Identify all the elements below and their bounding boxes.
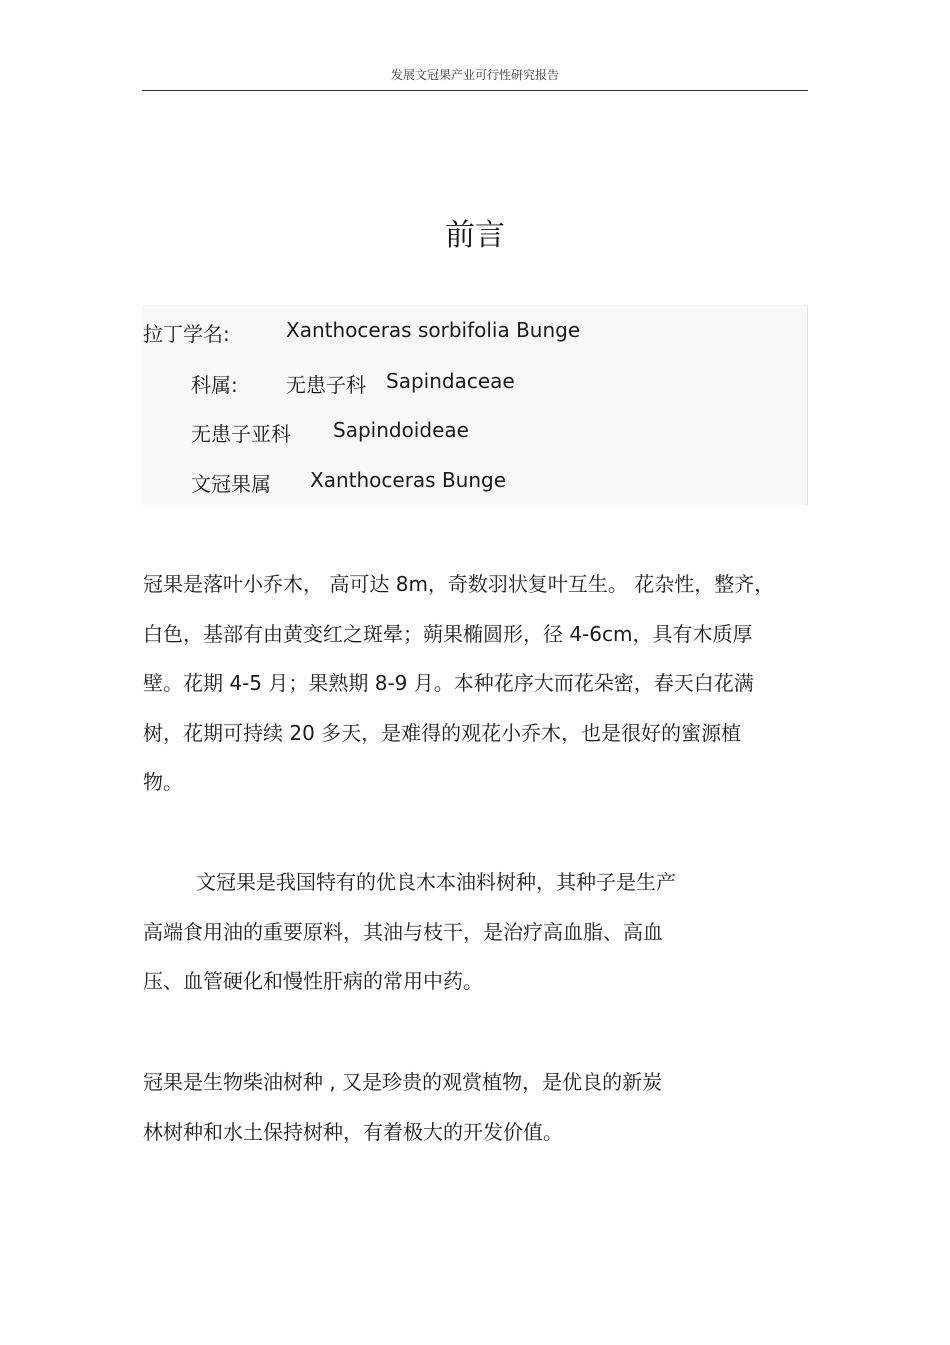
genus-cn: 文冠果属	[191, 472, 271, 496]
paragraph-line: 冠果是落叶小乔木， 高可达 8m，奇数羽状复叶互生。 花杂性，整齐，	[143, 572, 775, 596]
paragraph-line: 壁。花期 4-5 月；果熟期 8-9 月。本种花序大而花朵密，春天白花满	[143, 671, 754, 695]
latin-name-label: 拉丁学名:	[143, 322, 230, 346]
subfamily-cn: 无患子亚科	[191, 422, 291, 446]
paragraph-line: 冠果是生物柴油树种 , 又是珍贵的观赏植物，是优良的新炭	[143, 1070, 663, 1094]
latin-name-value: Xanthoceras sorbifolia Bunge	[286, 318, 581, 342]
family-latin: Sapindaceae	[386, 369, 515, 393]
header-divider	[142, 90, 808, 91]
paragraph-line: 白色，基部有由黄变红之斑晕；蒴果椭圆形，径 4-6cm，具有木质厚	[143, 622, 753, 646]
paragraph-line: 树，花期可持续 20 多天，是难得的观花小乔木，也是很好的蜜源植	[143, 721, 742, 745]
header-title: 发展文冠果产业可行性研究报告	[390, 68, 559, 82]
family-label: 科属:	[191, 373, 238, 397]
paragraph-line: 文冠果是我国特有的优良木本油料树种，其种子是生产	[196, 870, 676, 894]
paragraph-line: 高端食用油的重要原料，其油与枝干，是治疗高血脂、高血	[143, 920, 663, 944]
page-title: 前言	[445, 218, 505, 253]
family-cn: 无患子科	[286, 373, 366, 397]
paragraph-line: 物。	[143, 770, 183, 794]
paragraph-line: 压、血管硬化和慢性肝病的常用中药。	[143, 969, 483, 993]
genus-latin: Xanthoceras Bunge	[310, 468, 507, 492]
subfamily-latin: Sapindoideae	[333, 418, 469, 442]
paragraph-line: 林树种和水土保持树种，有着极大的开发价值。	[143, 1120, 563, 1144]
